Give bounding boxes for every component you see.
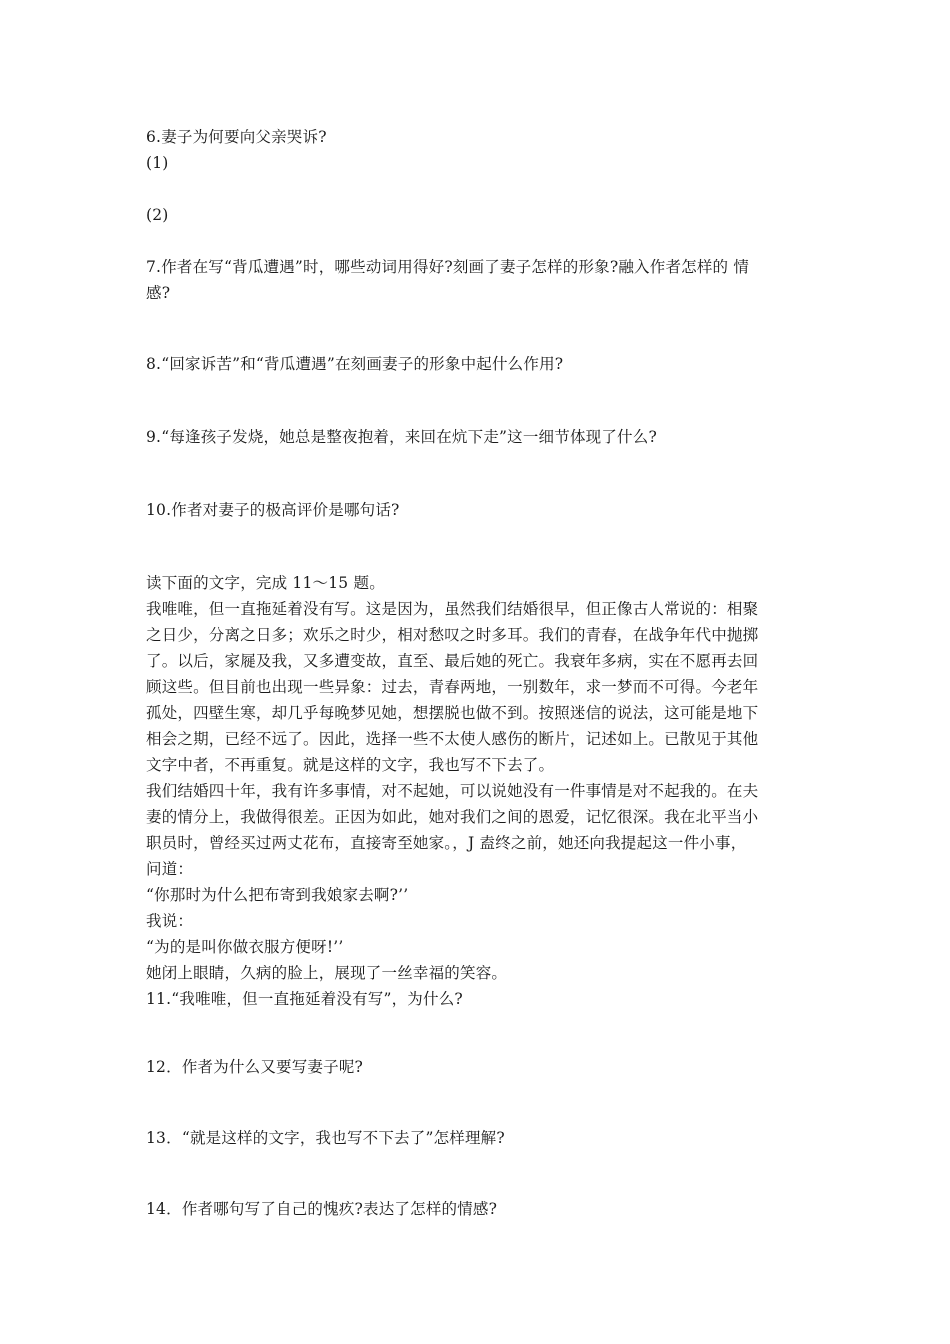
question-13: 13．“就是这样的文字，我也写不下去了”怎样理解? <box>146 1129 505 1147</box>
question-6: 6.妻子为何要向父亲哭诉? <box>146 128 327 146</box>
passage-p2-line: 职员时，曾经买过两丈花布，直接寄至她家。，J 盍终之前，她还向我提起这一件小事， <box>146 834 747 852</box>
passage-p2-line: 问道： <box>146 860 194 878</box>
dialogue-line: 我说： <box>146 912 194 930</box>
passage-p2-line: 我们结婚四十年，我有许多事情，对不起她，可以说她没有一件事情是对不起我的。在夫 <box>146 782 759 800</box>
question-12: 12．作者为什么又要写妻子呢? <box>146 1058 364 1076</box>
passage-p1-line: 我唯唯，但一直拖延着没有写。这是因为，虽然我们结婚很早，但正像古人常说的：相聚 <box>146 600 759 618</box>
passage-p1-line: 孤处，四壁生寒，却几乎每晚梦见她，想摆脱也做不到。按照迷信的说法，这可能是地下 <box>146 704 759 722</box>
question-7-line-2: 感? <box>146 284 171 302</box>
passage-p2-line: 妻的情分上，我做得很差。正因为如此，她对我们之间的恩爱，记忆很深。我在北平当小 <box>146 808 759 826</box>
question-9: 9.“每逢孩子发烧，她总是整夜抱着，来回在炕下走”这一细节体现了什么? <box>146 428 657 446</box>
passage-p1-line: 了。以后，家屣及我，又多遭变故，直至、最后她的死亡。我衰年多病，实在不愿再去回 <box>146 652 759 670</box>
passage-closing-line: 她闭上眼睛，久病的脸上，展现了一丝幸福的笑容。 <box>146 964 508 982</box>
question-8: 8.“回家诉苦”和“背瓜遭遇”在刻画妻子的形象中起什么作用? <box>146 355 564 373</box>
passage-p1-line: 顾这些。但目前也出现一些异象：过去，青春两地，一别数年，求一梦而不可得。今老年 <box>146 678 759 696</box>
passage-p1-line: 相会之期，已经不远了。因此，选择一些不太使人感伤的断片，记述如上。已散见于其他 <box>146 730 759 748</box>
question-14: 14．作者哪句写了自己的愧疚?表达了怎样的情感? <box>146 1200 498 1218</box>
question-7-line-1: 7.作者在写“背瓜遭遇”时，哪些动词用得好?刻画了妻子怎样的形象?融入作者怎样的 情 <box>146 258 750 276</box>
passage-p1-line: 文字中者，不再重复。就是这样的文字，我也写不下去了。 <box>146 756 555 774</box>
question-10: 10.作者对妻子的极高评价是哪句话? <box>146 501 400 519</box>
passage-p1-line: 之日少，分离之日多；欢乐之时少，相对愁叹之时多耳。我们的青春，在战争年代中抛掷 <box>146 626 759 644</box>
question-6-answer-1: (1) <box>146 154 169 172</box>
dialogue-line: “你那时为什么把布寄到我娘家去啊?’’ <box>146 886 409 904</box>
passage-intro: 读下面的文字，完成 11～15 题。 <box>146 574 385 592</box>
question-6-answer-2: (2) <box>146 206 169 224</box>
dialogue-line: “为的是叫你做衣服方便呀!’’ <box>146 938 344 956</box>
question-11: 11.“我唯唯，但一直拖延着没有写”，为什么? <box>146 990 463 1008</box>
